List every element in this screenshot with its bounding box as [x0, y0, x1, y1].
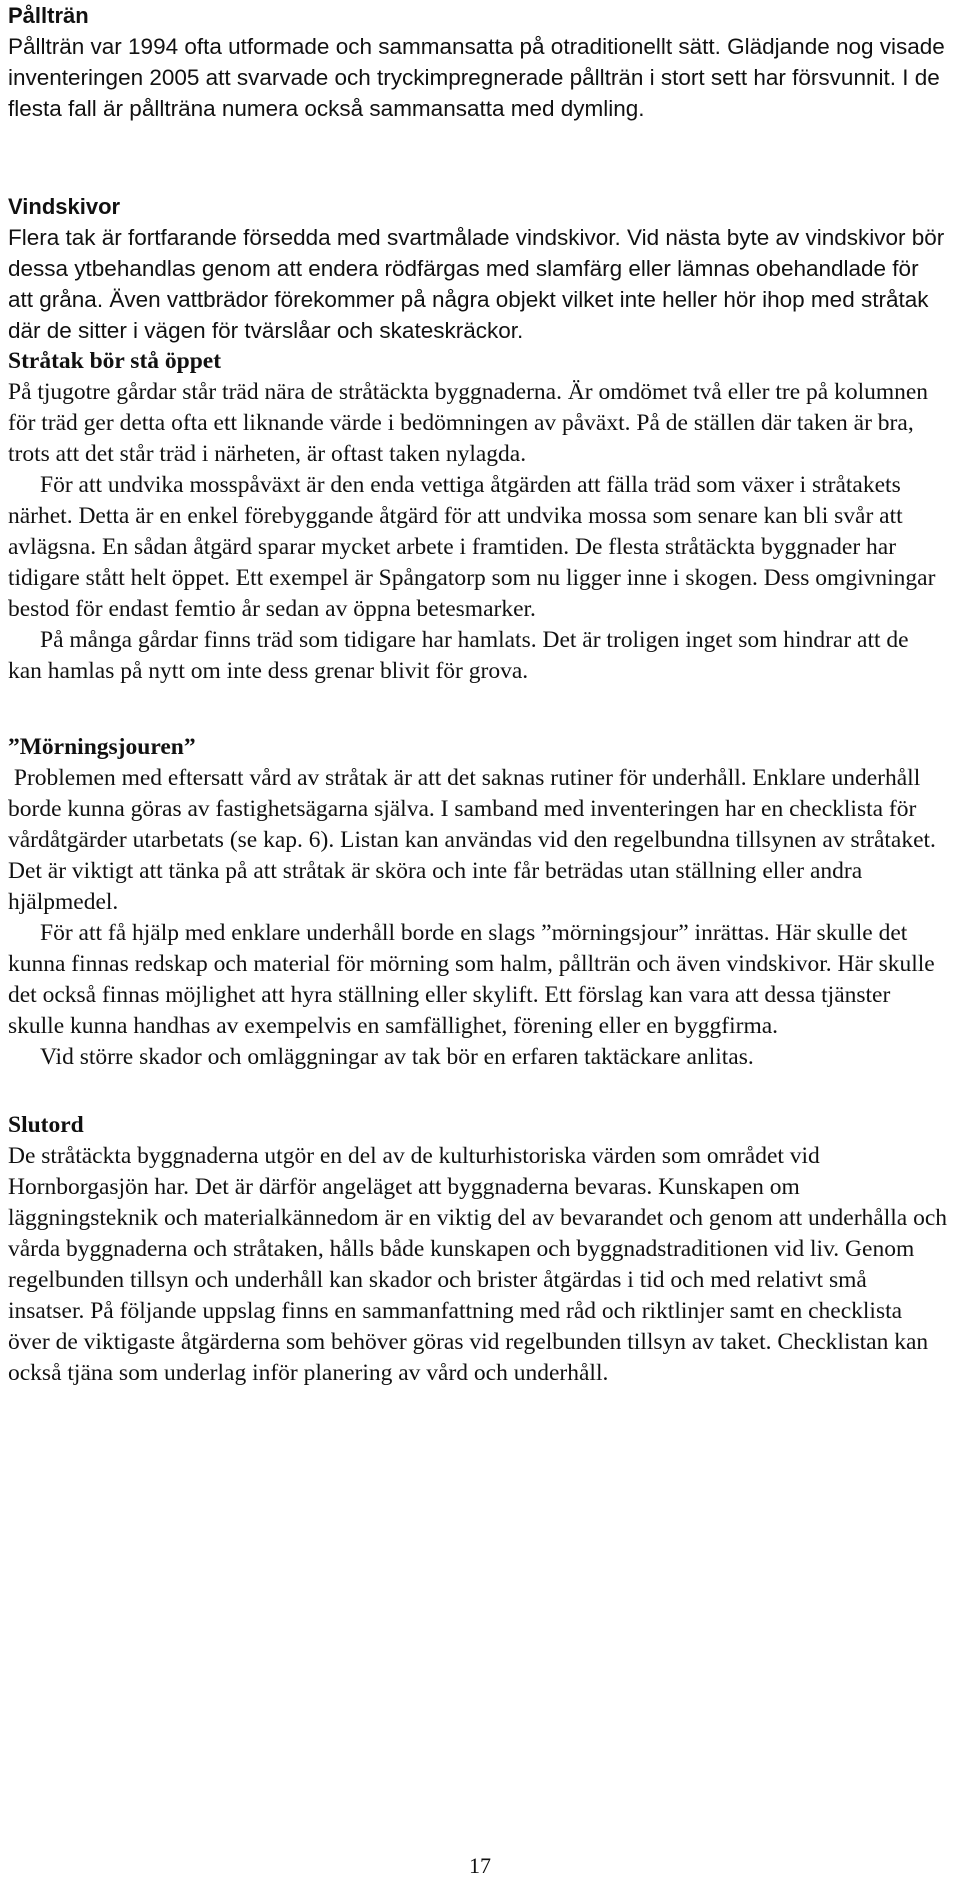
heading-palltran: Pållträn: [8, 3, 89, 28]
paragraph-slutord-1: De stråtäckta byggnaderna utgör en del av de kulturhistoriska värden som området vid Hornborgasjön har. Det är därför angeläget att byggnaderna bevaras. Kunskapen om läggningsteknik och materialkännedom är en viktig del av bevarandet och genom att underhålla och vårda byggnaderna och stråtaken, hålls både kunskapen och byggnadstraditionen vid liv. Genom regelbunden tillsyn och underhåll kan skador och brister åtgärdas i tid och med relativt små insatser. På följande uppslag finns en sammanfattning med råd och riktlinjer samt en checklista över de viktigaste åtgärderna som behöver göras vid regelbunden tillsyn av taket. Checklistan kan också tjäna som underlag inför planering av vård och underhåll.: [8, 1143, 948, 1386]
section-vindskivor: [8, 191, 948, 346]
heading-stratak: Stråtak bör stå öppet: [8, 348, 222, 374]
section-slutord: [8, 1110, 948, 1389]
paragraph-morningsjouren-1: Problemen med eftersatt vård av stråtak är att det saknas rutiner för underhåll. Enklare underhåll borde kunna göras av fastighetsägarna själva. I samband med inventeringen har en checklista för vårdåtgärder utarbetats (se kap. 6). Listan kan användas vid den regelbundna tillsynen av stråtaket. Det är viktigt att tänka på att stråtak är sköra och inte får beträdas utan ställning eller andra hjälpmedel.: [8, 765, 948, 915]
paragraph-vindskivor-1: Flera tak är fortfarande försedda med svartmålade vindskivor. Vid nästa byte av vindskivor bör dessa ytbehandlas genom att endera rödfärgas med slamfärg eller lämnas obehandlade för att gråna. Även vattbrädor förekommer på några objekt vilket inte heller hör ihop med stråtak där de sitter i vägen för tvärslåar och skateskräckor.: [8, 225, 945, 343]
section-stratak: [8, 346, 948, 687]
paragraph-stratak-2: För att undvika mosspåväxt är den enda vettiga åtgärden att fälla träd som växer i stråtakets närhet. Detta är en enkel förebyggande åtgärd för att undvika mossa som senare kan bli svår att avlägsna. En sådan åtgärd sparar mycket arbete i framtiden. De flesta stråtäckta byggnader har tidigare stått helt öppet. Ett exempel är Spångatorp som nu ligger inne i skogen. Dess omgivningar bestod för endast femtio år sedan av öppna betesmarker.: [8, 472, 936, 622]
paragraph-stratak-1: På tjugotre gårdar står träd nära de stråtäckta byggnaderna. Är omdömet två eller tre på kolumnen för träd ger detta ofta ett liknande värde i bedömningen av påväxt. På de ställen där taken är bra, trots att det står träd i närheten, är oftast taken nylagda.: [8, 379, 929, 467]
heading-morningsjouren: ”Mörningsjouren”: [8, 734, 196, 760]
paragraph-palltran-1: Pållträn var 1994 ofta utformade och sammansatta på otraditionellt sätt. Glädjande nog visade inventeringen 2005 att svarvade och tryckimpregnerade pållträn i stort sett har försvunnit. I de flesta fall är pållträna numera också sammansatta med dymling.: [8, 34, 945, 121]
paragraph-stratak-3: På många gårdar finns träd som tidigare har hamlats. Det är troligen inget som hindrar att de kan hamlas på nytt om inte dess grenar blivit för grova.: [8, 627, 909, 684]
paragraph-morningsjouren-3: Vid större skador och omläggningar av tak bör en erfaren taktäckare anlitas.: [40, 1044, 754, 1070]
paragraph-morningsjouren-2: För att få hjälp med enklare underhåll borde en slags ”mörningsjour” inrättas. Här skulle det kunna finnas redskap och material för mörning som halm, pållträn och även vindskivor. Här skulle det också finnas möjlighet att hyra ställning eller skylift. Ett förslag kan vara att dessa tjänster skulle kunna handhas av exempelvis en samfällighet, förening eller en byggfirma.: [8, 920, 935, 1039]
section-morningsjouren: [8, 732, 948, 1073]
page-number: 17: [469, 1853, 491, 1878]
heading-slutord: Slutord: [8, 1112, 84, 1138]
heading-vindskivor: Vindskivor: [8, 194, 121, 219]
section-palltran: [8, 0, 948, 124]
